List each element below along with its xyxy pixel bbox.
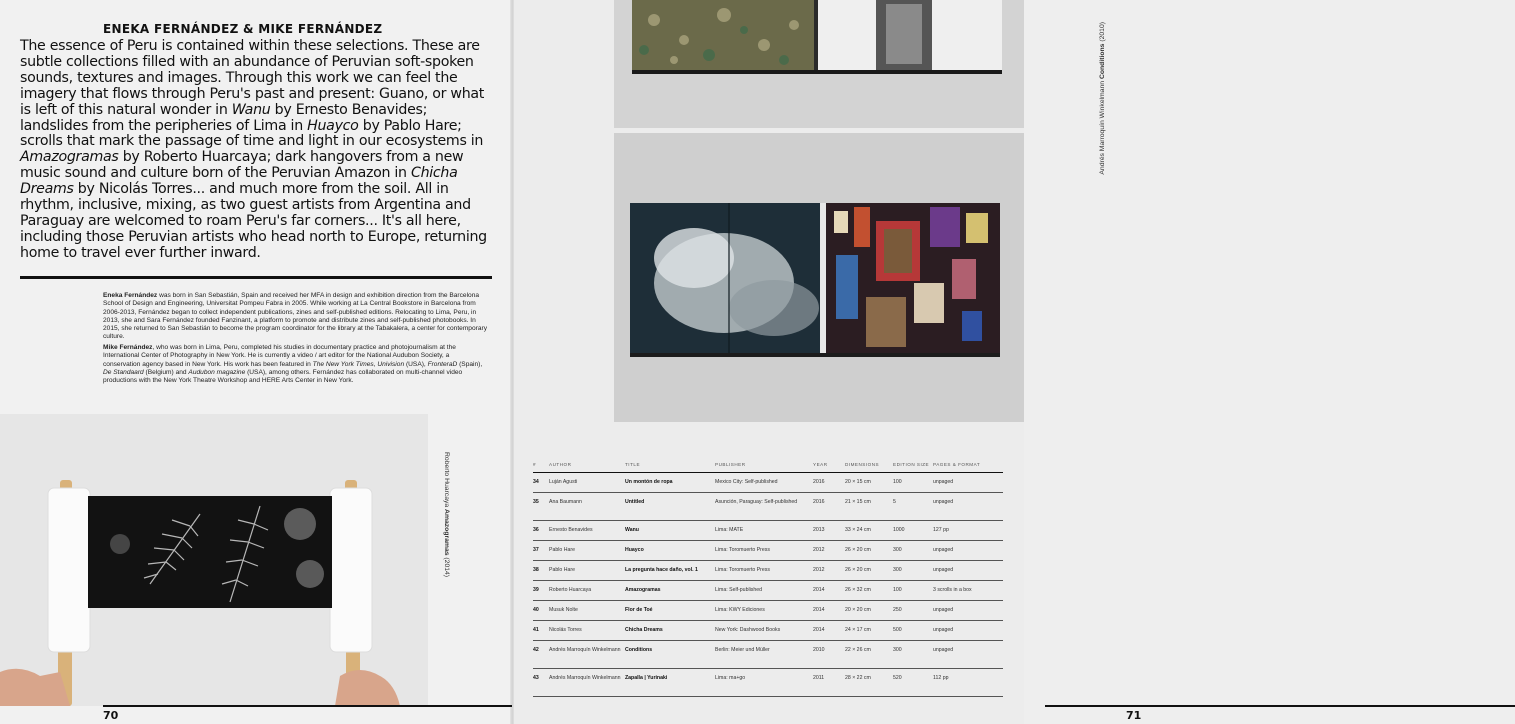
table-row xyxy=(533,541,1003,561)
cell-author: Roberto Huarcaya xyxy=(549,587,592,593)
cell-publisher: Lima: KWY Ediciones xyxy=(715,607,765,613)
bio-mike-run: , xyxy=(373,360,378,368)
cell-year: 2010 xyxy=(813,647,825,653)
bio-mike-fernandez xyxy=(103,344,488,385)
cell-edition-size: 520 xyxy=(893,675,902,681)
col-header-edition-size: EDITION SIZE xyxy=(893,462,930,467)
cell-edition-size: 100 xyxy=(893,587,902,593)
cell-author: Nicolás Torres xyxy=(549,627,582,633)
page-number-left: 70 xyxy=(103,709,119,722)
cell-number: 36 xyxy=(533,527,539,533)
cell-number: 34 xyxy=(533,479,539,485)
bio-eneka-run: Eneka Fernández xyxy=(103,292,158,299)
bio-mike-run: Mike Fernández xyxy=(103,344,153,351)
cell-pages-format: unpaged xyxy=(933,479,954,485)
cell-author: Ana Baumann xyxy=(549,499,582,505)
col-header-number: # xyxy=(533,462,537,467)
table-row xyxy=(533,561,1003,581)
cell-year: 2016 xyxy=(813,479,825,485)
cell-number: 38 xyxy=(533,567,539,573)
cell-edition-size: 300 xyxy=(893,547,902,553)
cell-pages-format: unpaged xyxy=(933,499,954,505)
spread-gutter xyxy=(510,0,514,724)
cell-year: 2014 xyxy=(813,587,825,593)
cell-number: 41 xyxy=(533,627,539,633)
table-row xyxy=(533,641,1003,669)
bio-mike-run: Univision xyxy=(377,360,405,368)
cell-edition-size: 5 xyxy=(893,499,896,505)
cell-dimensions: 28 × 22 cm xyxy=(845,675,871,681)
cell-title: Zapalla | Yurinaki xyxy=(625,675,668,681)
col-header-publisher: PUBLISHER xyxy=(715,462,746,467)
col-header-pages-format: PAGES & FORMAT xyxy=(933,462,981,467)
col-header-author: AUTHOR xyxy=(549,462,572,467)
cell-number: 39 xyxy=(533,587,539,593)
cell-publisher: Lima: Toromuerto Press xyxy=(715,567,770,573)
cell-pages-format: 127 pp xyxy=(933,527,949,533)
cell-author: Luján Agusti xyxy=(549,479,578,485)
bio-mike-run: (Belgium) and xyxy=(143,368,189,376)
left-page xyxy=(0,0,512,724)
cell-title: Amazogramas xyxy=(625,587,661,593)
cell-title: Chicha Dreams xyxy=(625,627,663,633)
cell-publisher: Berlin: Meier und Müller xyxy=(715,647,770,653)
cell-author: Pablo Hare xyxy=(549,567,575,573)
cell-dimensions: 24 × 17 cm xyxy=(845,627,871,633)
cell-dimensions: 20 × 15 cm xyxy=(845,479,871,485)
cell-pages-format: 112 pp xyxy=(933,675,949,681)
col-header-dimensions: DIMENSIONS xyxy=(845,462,880,467)
table-row xyxy=(533,493,1003,521)
cell-publisher: Lima: ma+go xyxy=(715,675,746,681)
cell-year: 2013 xyxy=(813,527,825,533)
cell-title: Un montón de ropa xyxy=(625,479,673,485)
cell-title: Wanu xyxy=(625,527,639,533)
cell-number: 43 xyxy=(533,675,539,681)
bio-mike-run: FronteraD xyxy=(427,360,458,368)
cell-dimensions: 26 × 32 cm xyxy=(845,587,871,593)
photo-conditions-top xyxy=(614,0,1024,128)
cell-publisher: Mexico City: Self-published xyxy=(715,479,778,485)
cell-dimensions: 33 × 24 cm xyxy=(845,527,871,533)
left-footer-rule xyxy=(103,705,512,707)
intro-run: Amazogramas xyxy=(20,149,119,166)
intro-run: Huayco xyxy=(307,117,359,134)
cell-edition-size: 500 xyxy=(893,627,902,633)
page-number-right: 71 xyxy=(1126,709,1142,722)
table-row xyxy=(533,521,1003,541)
publications-table xyxy=(533,459,1003,697)
intro-run: The essence of Peru is contained within these selections. These are subtle collections filled with an abundance of Peruvian soft-spoken sounds, textures and images. Through this work we can feel the imagery that flows through Peru's past and present: Guano, or what is left of this natural wonder in xyxy=(20,38,485,118)
bio-eneka-fernandez xyxy=(103,292,488,342)
cell-number: 37 xyxy=(533,547,539,553)
cell-publisher: Asunción, Paraguay: Self-published xyxy=(715,499,798,505)
cell-dimensions: 21 × 15 cm xyxy=(845,499,871,505)
intro-run: Wanu xyxy=(231,101,271,118)
cell-title: Huayco xyxy=(625,547,644,553)
cell-publisher: Lima: MATE xyxy=(715,527,744,533)
cell-publisher: Lima: Self-published xyxy=(715,587,763,593)
cell-year: 2014 xyxy=(813,627,825,633)
cell-pages-format: unpaged xyxy=(933,547,954,553)
intro-paragraph xyxy=(20,39,495,262)
cell-dimensions: 26 × 20 cm xyxy=(845,547,871,553)
cell-year: 2016 xyxy=(813,499,825,505)
table-row xyxy=(533,621,1003,641)
cell-publisher: Lima: Toromuerto Press xyxy=(715,547,770,553)
cell-author: Andrés Marroquín Winkelmann xyxy=(549,647,621,653)
cell-dimensions: 26 × 20 cm xyxy=(845,567,871,573)
cell-edition-size: 1000 xyxy=(893,527,905,533)
bio-mike-run: , who was born in Lima, Peru, completed his studies in documentary practice and photojournalism at the International Center of Photography in New York. He is currently a video / art editor for the National Audubon Society, a conservation agency based in New York. His work has been featured in xyxy=(103,344,456,368)
cell-author: Ernesto Benavides xyxy=(549,527,593,533)
cell-title: Flor de Toé xyxy=(625,607,653,613)
cell-pages-format: unpaged xyxy=(933,567,954,573)
intro-run: by Ernesto Benavides; landslides from the peripheries of Lima in xyxy=(20,101,428,134)
cell-pages-format: 3 scrolls in a box xyxy=(933,587,972,593)
cell-dimensions: 22 × 26 cm xyxy=(845,647,871,653)
bio-mike-run: The New York Times xyxy=(312,360,374,368)
bio-mike-run: (Spain), xyxy=(457,360,483,368)
caption-amazogramas: Roberto Huarcaya Amazogramas (2014) xyxy=(443,452,450,578)
cell-number: 40 xyxy=(533,607,539,613)
cell-publisher: New York: Dashwood Books xyxy=(715,627,781,633)
cell-number: 42 xyxy=(533,647,539,653)
intro-run: by Pablo Hare; scrolls that mark the passage of time and light in our ecosystems in xyxy=(20,117,484,150)
table-row xyxy=(533,601,1003,621)
cell-title: Untitled xyxy=(625,499,645,505)
cell-year: 2012 xyxy=(813,547,825,553)
bio-mike-run: (USA), among others. Fernández has collaborated on multi-channel video productions with the New York Theatre Workshop and HERE Arts Center in New York. xyxy=(103,368,463,385)
cell-edition-size: 300 xyxy=(893,567,902,573)
cell-year: 2011 xyxy=(813,675,825,681)
cell-title: Conditions xyxy=(625,647,653,653)
authors-heading: ENEKA FERNÁNDEZ & MIKE FERNÁNDEZ xyxy=(103,22,383,36)
col-header-title: TITLE xyxy=(625,462,641,467)
cell-pages-format: unpaged xyxy=(933,607,954,613)
cell-edition-size: 100 xyxy=(893,479,902,485)
cell-edition-size: 250 xyxy=(893,607,902,613)
caption-conditions: Andrés Marroquín Winkelmann Conditions (2010) xyxy=(1099,22,1106,175)
cell-number: 35 xyxy=(533,499,539,505)
cell-author: Andrés Marroquín Winkelmann xyxy=(549,675,621,681)
cell-year: 2012 xyxy=(813,567,825,573)
table-body xyxy=(533,473,1003,697)
heading-rule xyxy=(20,276,492,279)
col-header-year: YEAR xyxy=(813,462,828,467)
cell-author: Pablo Hare xyxy=(549,547,575,553)
intro-run: by Roberto Huarcaya; dark hangovers from a new music sound and culture born of the Peruvian Amazon in xyxy=(20,149,464,182)
bio-mike-run: De Standaard xyxy=(103,368,144,376)
cell-title: La pregunta hace daño, vol. 1 xyxy=(625,567,698,573)
cell-edition-size: 300 xyxy=(893,647,902,653)
bio-mike-run: (USA), xyxy=(404,360,428,368)
cell-pages-format: unpaged xyxy=(933,627,954,633)
table-row xyxy=(533,473,1003,493)
cell-pages-format: unpaged xyxy=(933,647,954,653)
bio-eneka-run: was born in San Sebastián, Spain and received her MFA in design and exhibition direction from the Barcelona School of Design and Engineering, Universitat Pompeu Fabra in 2005. While working at La Central Bookstore in Barcelona from 2006-2013, Fernández began to collect independent publications, zines and self-published editions. Relocating to Lima, Peru, in 2013, she and Sara Fernández founded Fanzinant, a platform to promote and distribute zines and self-published photobooks. In 2015, she returned to San Sebastián to become the program coordinator for the library at the Tabakalera, a center for contemporary culture. xyxy=(103,292,488,341)
cell-dimensions: 20 × 20 cm xyxy=(845,607,871,613)
intro-run: Chicha Dreams xyxy=(20,165,458,198)
photo-conditions-book xyxy=(614,133,1024,422)
bio-mike-run: Audubon magazine xyxy=(188,368,246,376)
intro-run: by Nicolás Torres... and much more from the soil. All in rhythm, inclusive, mixing, as two guest artists from Argentina and Paraguay are welcomed to roam Peru's far corners... It's all here, including those Peruvian artists who head north to Europe, returning home to travel ever further inward. xyxy=(20,181,487,261)
photo-amazogramas-scroll xyxy=(0,414,428,706)
right-footer-rule xyxy=(1045,705,1515,707)
table-header-row xyxy=(533,459,1003,473)
table-row xyxy=(533,669,1003,697)
cell-year: 2014 xyxy=(813,607,825,613)
table-row xyxy=(533,581,1003,601)
cell-author: Musuk Nolte xyxy=(549,607,578,613)
